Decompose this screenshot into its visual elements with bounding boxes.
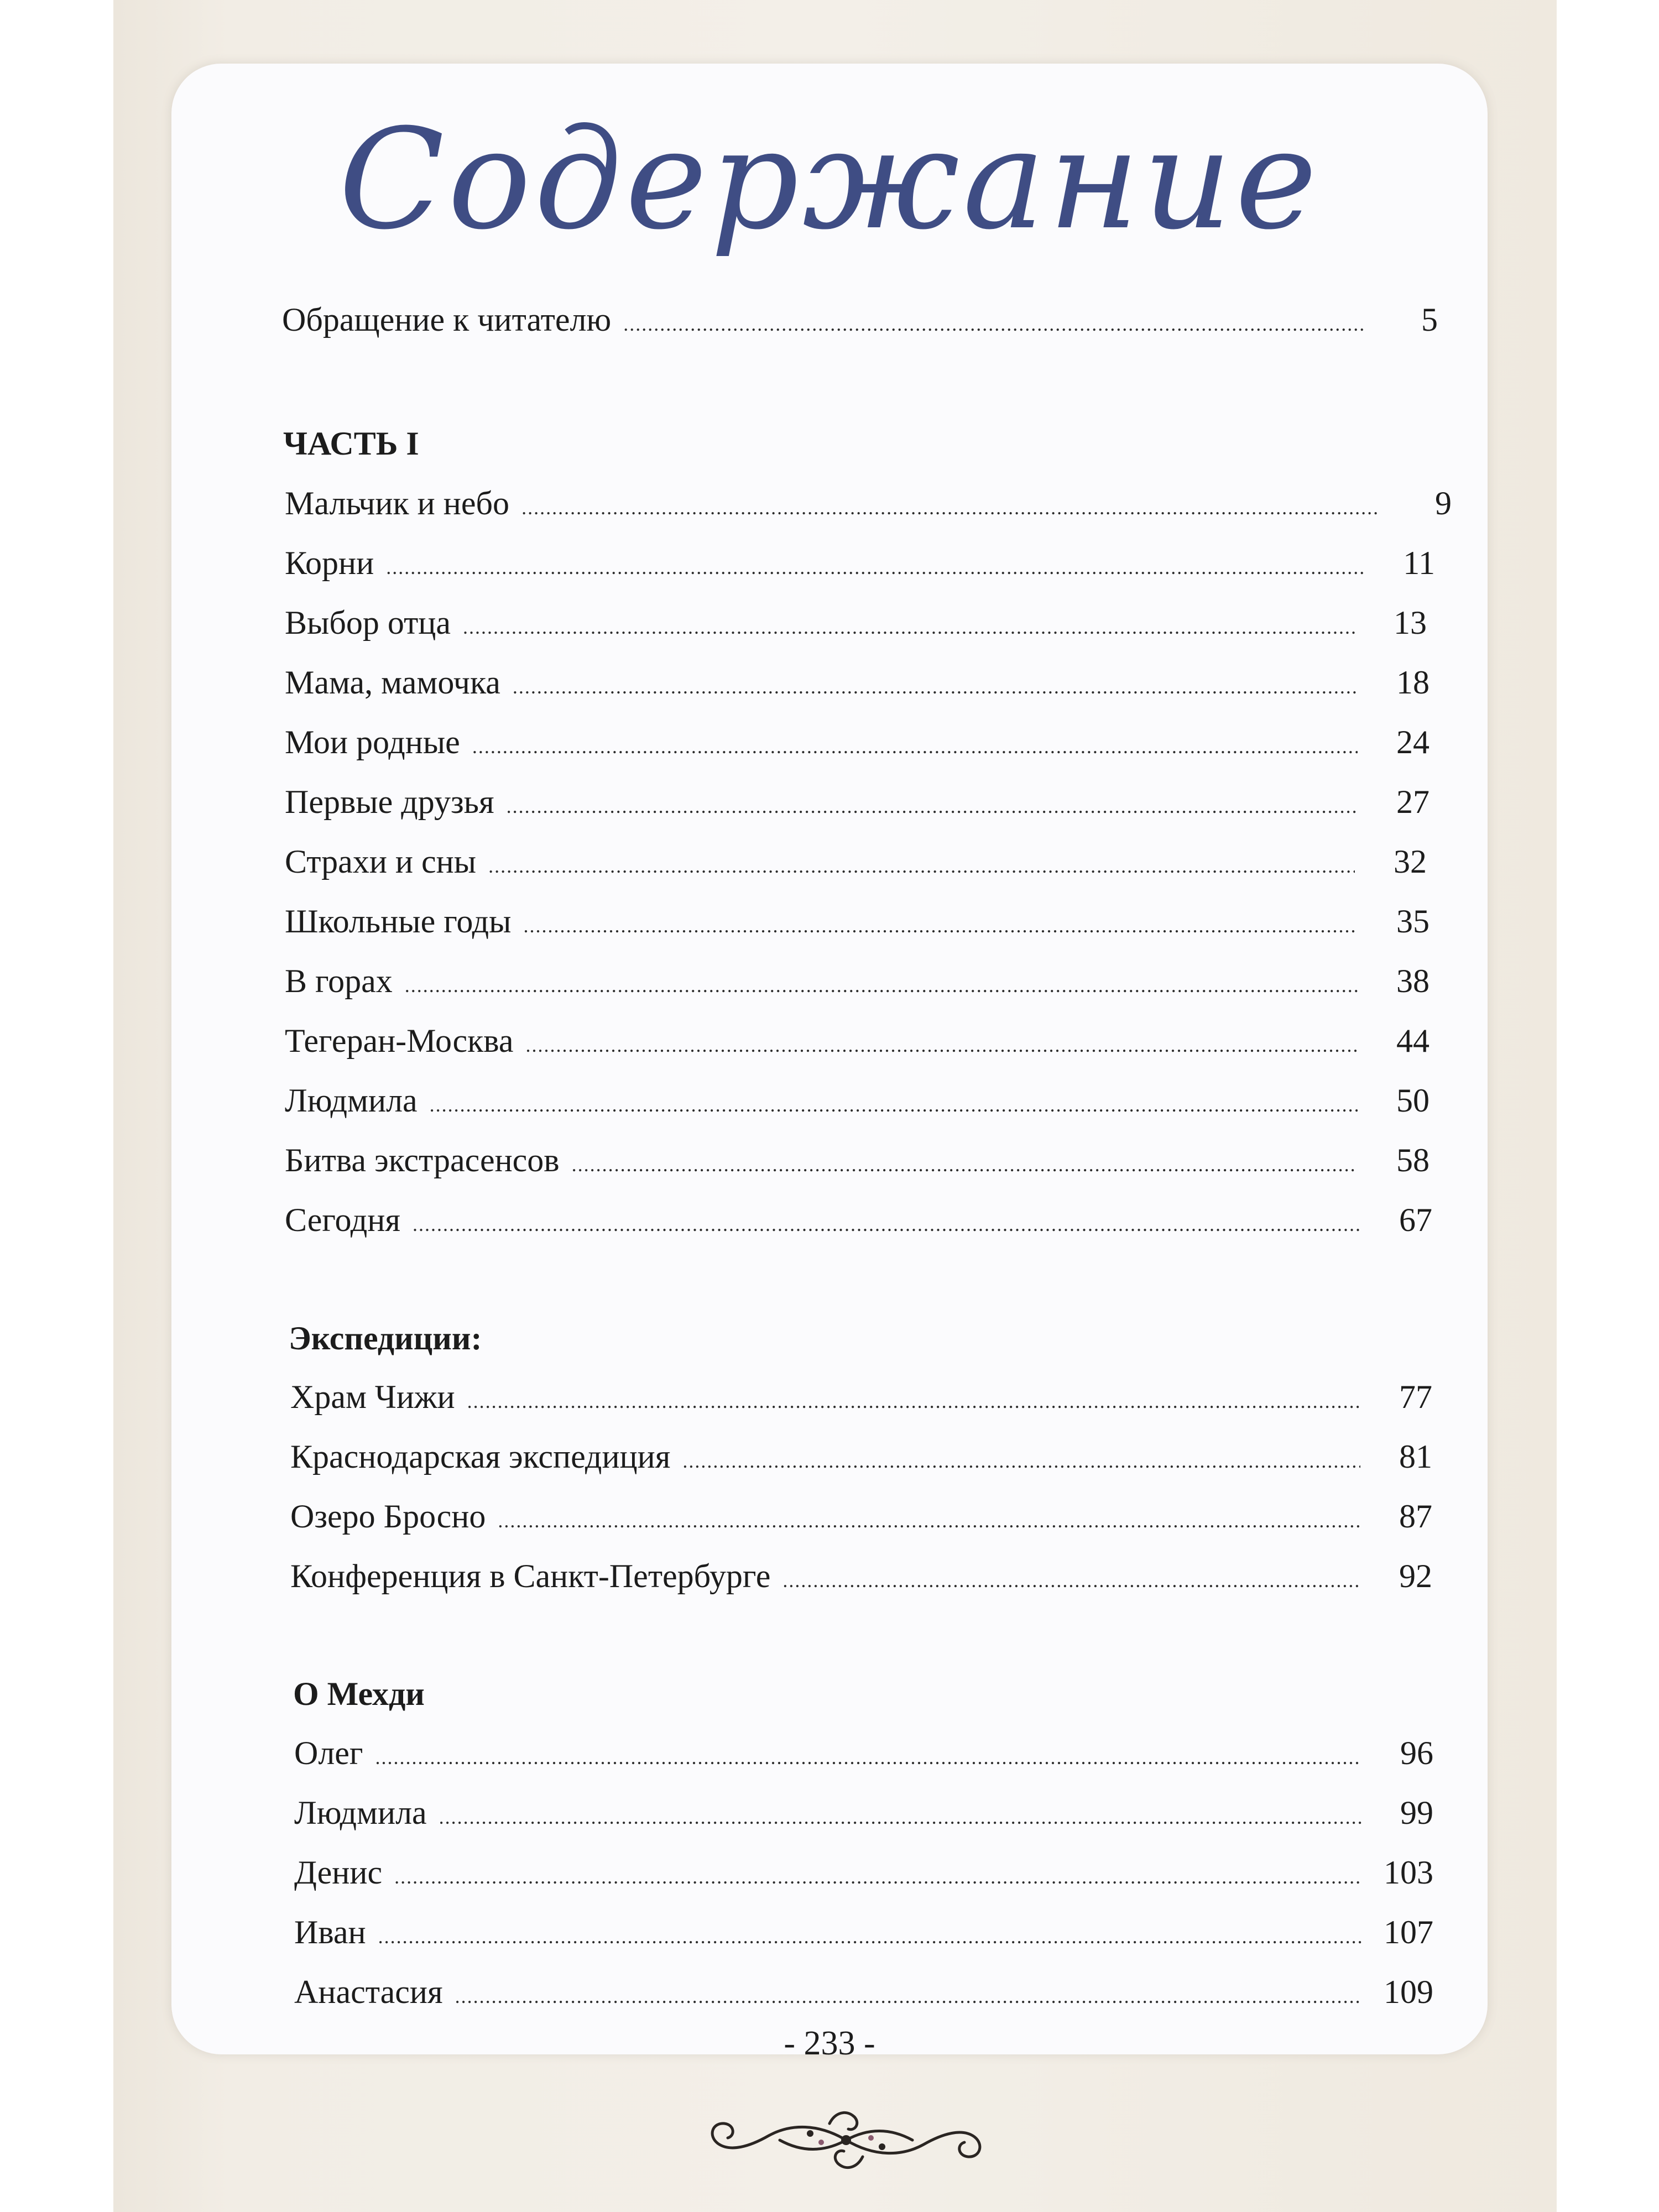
dot-leader — [375, 1736, 1361, 1778]
toc-entry-page: 77 — [1399, 1379, 1432, 1415]
toc-entry-page: 13 — [1394, 604, 1427, 641]
toc-entry-page: 5 — [1421, 301, 1438, 338]
toc-entry-page: 67 — [1399, 1202, 1432, 1238]
toc-entry[interactable] — [294, 1792, 1433, 1838]
toc-entry-page: 81 — [1399, 1438, 1432, 1475]
toc-entry[interactable] — [285, 602, 1427, 648]
toc-entry-label: Первые друзья — [285, 784, 494, 820]
toc-entry-page: 96 — [1400, 1735, 1433, 1771]
dot-leader — [782, 1559, 1360, 1601]
section-heading-part-1: ЧАСТЬ I — [283, 425, 419, 462]
toc-entry[interactable] — [285, 482, 1452, 529]
toc-entry-label: Мальчик и небо — [285, 485, 510, 521]
toc-entry-label: Страхи и сны — [285, 843, 477, 880]
toc-entry[interactable] — [285, 661, 1430, 708]
contents-title: Содержание — [338, 99, 1321, 260]
dot-leader — [439, 1796, 1361, 1838]
toc-entry[interactable] — [290, 1555, 1432, 1601]
dot-leader — [521, 487, 1380, 529]
toc-entry-page: 107 — [1384, 1914, 1433, 1950]
toc-entry-page: 32 — [1394, 843, 1427, 880]
toc-entry-page: 92 — [1399, 1558, 1432, 1594]
toc-entry-page: 109 — [1384, 1974, 1433, 2010]
dot-leader — [413, 1203, 1360, 1245]
toc-entry[interactable] — [290, 1436, 1432, 1482]
toc-entry-page: 58 — [1396, 1142, 1430, 1178]
toc-entry-label: Иван — [294, 1914, 366, 1950]
dot-leader — [682, 1440, 1360, 1482]
dot-leader — [623, 303, 1366, 345]
toc-entry-label: Выбор отца — [285, 604, 451, 641]
toc-entry-page: 87 — [1399, 1498, 1432, 1535]
toc-entry[interactable] — [285, 781, 1430, 827]
toc-entry[interactable] — [285, 900, 1430, 947]
toc-entry[interactable] — [290, 1376, 1432, 1422]
toc-entry-label: В горах — [285, 963, 393, 999]
toc-entry[interactable] — [294, 1851, 1433, 1898]
toc-entry-label: Битва экстрасенсов — [285, 1142, 560, 1178]
toc-entry-label: Краснодарская экспедиция — [290, 1438, 671, 1475]
toc-entry[interactable] — [285, 1079, 1430, 1126]
toc-entry-page: 9 — [1435, 485, 1452, 521]
dot-leader — [498, 1500, 1360, 1542]
dot-leader — [405, 964, 1358, 1006]
toc-entry-page: 35 — [1396, 903, 1430, 940]
toc-entry-label: Корни — [285, 545, 374, 581]
toc-entry-label: Храм Чижи — [290, 1379, 455, 1415]
toc-entry[interactable] — [285, 542, 1435, 588]
toc-entry-page: 50 — [1396, 1082, 1430, 1119]
toc-entry[interactable] — [282, 299, 1438, 345]
dot-leader — [378, 1916, 1361, 1958]
toc-entry-label: Олег — [294, 1735, 363, 1771]
page-number: - 233 - — [784, 2025, 875, 2062]
section-heading-expeditions: Экспедиции: — [289, 1320, 482, 1357]
dot-leader — [525, 1024, 1358, 1066]
section-heading-about-mehdi: О Мехди — [293, 1676, 425, 1712]
toc-entry-page: 18 — [1396, 664, 1430, 701]
toc-entry[interactable] — [290, 1495, 1432, 1542]
toc-entry-label: Школьные годы — [285, 903, 512, 940]
toc-entry-page: 24 — [1396, 724, 1430, 760]
toc-entry-page: 38 — [1396, 963, 1430, 999]
flourish-ornament-icon — [697, 2101, 995, 2179]
toc-entry-page: 99 — [1400, 1794, 1433, 1831]
toc-entry[interactable] — [294, 1971, 1433, 2017]
toc-entry-label: Анастасия — [294, 1974, 443, 2010]
dot-leader — [488, 845, 1355, 887]
toc-entry-label: Мои родные — [285, 724, 460, 760]
toc-entry-page: 103 — [1384, 1854, 1433, 1891]
toc-entry-page: 44 — [1396, 1022, 1430, 1059]
dot-leader — [463, 606, 1355, 648]
dot-leader — [472, 726, 1358, 768]
dot-leader — [523, 905, 1358, 947]
dot-leader — [455, 1975, 1361, 2017]
toc-entry[interactable] — [294, 1732, 1433, 1778]
toc-entry[interactable] — [285, 841, 1427, 887]
toc-entry-page: 27 — [1396, 784, 1430, 820]
dot-leader — [467, 1380, 1360, 1422]
dot-leader — [430, 1084, 1358, 1126]
toc-entry-label: Людмила — [285, 1082, 418, 1119]
toc-entry-label: Денис — [294, 1854, 383, 1891]
toc-entry[interactable] — [285, 1020, 1430, 1066]
toc-entry-label: Людмила — [294, 1794, 427, 1831]
toc-entry[interactable] — [285, 1139, 1430, 1186]
toc-entry-label: Озеро Бросно — [290, 1498, 486, 1535]
toc-entry-page: 11 — [1403, 545, 1435, 581]
toc-entry-label: Тегеран-Москва — [285, 1022, 514, 1059]
dot-leader — [507, 785, 1358, 827]
dot-leader — [572, 1144, 1358, 1186]
toc-entry-label: Мама, мамочка — [285, 664, 500, 701]
dot-leader — [513, 666, 1358, 708]
toc-entry-label: Конференция в Санкт-Петербурге — [290, 1558, 771, 1594]
toc-entry[interactable] — [285, 960, 1430, 1006]
toc-entry[interactable] — [294, 1911, 1433, 1958]
dot-leader — [394, 1856, 1361, 1898]
toc-entry-label: Сегодня — [285, 1202, 401, 1238]
toc-entry[interactable] — [285, 721, 1430, 768]
dot-leader — [386, 546, 1363, 588]
toc-entry[interactable] — [285, 1199, 1432, 1245]
toc-entry-label: Обращение к читателю — [282, 301, 612, 338]
